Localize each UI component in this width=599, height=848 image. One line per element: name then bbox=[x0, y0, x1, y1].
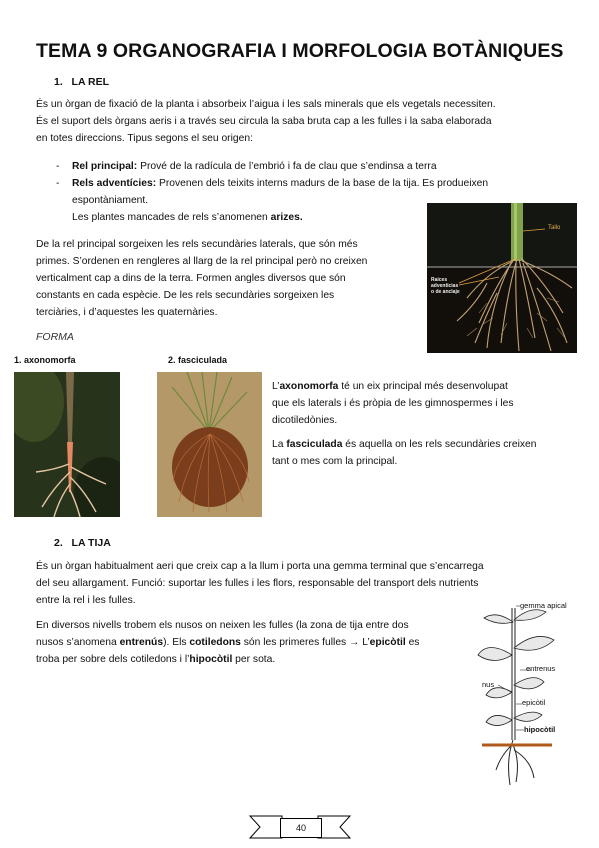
bullet-dash: - bbox=[56, 161, 60, 172]
axonomorfa-photo bbox=[14, 372, 120, 517]
bullet-item bbox=[56, 175, 564, 192]
section-number: 1. bbox=[54, 76, 63, 88]
paragraph-line: tant o mes com la principal. bbox=[272, 456, 398, 467]
intro-line: És el suport dels òrgans aeris i a través seu circula la saba bruta cap a les fulles i la saba elaborada bbox=[36, 116, 492, 127]
bullet-term: Rel principal: bbox=[72, 161, 138, 172]
paragraph-line: que els laterals i és pròpia de les gimnospermes i les bbox=[272, 398, 514, 409]
paragraph-line bbox=[36, 634, 466, 651]
forma-label: FORMA bbox=[36, 331, 74, 343]
paragraph-line: És un òrgan habitualment aeri que creix cap a la llum i porta una gemma terminal que s’encarrega bbox=[36, 561, 484, 572]
section-heading-tija bbox=[54, 537, 111, 549]
term: cotiledons bbox=[189, 637, 241, 648]
term: axonomorfa bbox=[279, 381, 339, 392]
section-title: LA REL bbox=[71, 76, 110, 88]
text-part: L’ bbox=[272, 381, 280, 392]
text-part: té un eix principal més desenvolupat bbox=[338, 381, 508, 392]
paragraph-line: terciàries, i d’aquestes les quaternàries. bbox=[36, 307, 218, 318]
adventitious-roots-photo bbox=[427, 203, 577, 353]
label-nus: nus bbox=[482, 680, 495, 689]
text-part: per sota. bbox=[232, 654, 276, 665]
stem-illustration bbox=[476, 600, 586, 790]
bullet-text-part: Les plantes mancades de rels s’anomenen bbox=[72, 212, 271, 223]
text-part: es bbox=[405, 637, 420, 648]
text-part: troba per sobre dels cotiledons i l’ bbox=[36, 654, 190, 665]
label-line: Raíces bbox=[431, 277, 448, 283]
label-raices bbox=[431, 277, 460, 295]
term: hipocòtil bbox=[189, 654, 233, 665]
nodes-paragraph bbox=[36, 617, 466, 668]
text-part: són les primeres fulles → L’ bbox=[240, 637, 370, 648]
fibrous-root-illustration bbox=[157, 372, 262, 517]
paragraph-line: primes. S’ordenen en rengleres al llarg de la rel principal però no creixen bbox=[36, 256, 368, 267]
label-hipocotil: hipocòtil bbox=[524, 725, 556, 734]
label-epicotil: epicòtil bbox=[522, 698, 546, 707]
paragraph-line: constants en cada espècie. De les rels secundàries sorgeixen les bbox=[36, 290, 335, 301]
text-part: és aquella on les rels secundàries creixen bbox=[342, 439, 537, 450]
fasciculada-photo bbox=[157, 372, 262, 517]
section-heading-rel bbox=[54, 76, 109, 88]
label-entrenus: entrenus bbox=[526, 664, 556, 673]
term: entrenús bbox=[119, 637, 164, 648]
bullet-text: Provenen dels teixits interns madurs de la base de la tija. Es produeixen bbox=[156, 178, 489, 189]
bullet-item bbox=[56, 158, 564, 175]
paragraph-line: entre la rel i les fulles. bbox=[36, 595, 136, 606]
intro-line: És un òrgan de fixació de la planta i absorbeix l’aigua i les sals minerals que els vegetals necessiten. bbox=[36, 99, 496, 110]
paragraph-line: dicotiledònies. bbox=[272, 415, 338, 426]
page-number: 40 bbox=[280, 818, 322, 838]
taproot-illustration bbox=[14, 372, 120, 517]
text-part: ). Els bbox=[163, 637, 190, 648]
intro-line: en totes direccions. Tipus segons el seu origen: bbox=[36, 133, 253, 144]
label-line: o de anclaje bbox=[431, 289, 460, 295]
label-tallo: Tallo bbox=[548, 225, 561, 231]
caption-axonomorfa: 1. axonomorfa bbox=[14, 355, 76, 365]
bullet-text: espontàniament. bbox=[72, 195, 149, 206]
page-title: TEMA 9 ORGANOGRAFIA I MORFOLOGIA BOTÀNIQUES bbox=[36, 40, 564, 62]
intro-paragraph bbox=[36, 96, 564, 147]
bullet-term: Rels adventícies: bbox=[72, 178, 157, 189]
paragraph-line bbox=[36, 651, 466, 668]
paragraph-line: del seu allargament. Funció: suportar les fulles i les flors, responsable del transport dels nutrients bbox=[36, 578, 479, 589]
root-forms-text bbox=[272, 378, 564, 470]
text-part: La bbox=[272, 439, 287, 450]
label-gemma-apical: gemma apical bbox=[520, 601, 567, 610]
stem-diagram bbox=[476, 600, 586, 790]
term: epicòtil bbox=[369, 637, 406, 648]
label-line: adventicias bbox=[431, 283, 459, 289]
section-number: 2. bbox=[54, 537, 63, 549]
bullet-text: Prové de la radícula de l’embrió i fa de clau que s’endinsa a terra bbox=[137, 161, 437, 172]
axonomorfa-line bbox=[272, 378, 564, 395]
term: fasciculada bbox=[286, 439, 343, 450]
paragraph-line: De la rel principal sorgeixen les rels secundàries laterals, que són més bbox=[36, 239, 358, 250]
paragraph-line: verticalment cap a dins de la terra. Formen angles diversos que són bbox=[36, 273, 346, 284]
caption-fasciculada: 2. fasciculada bbox=[168, 355, 228, 365]
text-part: nusos s’anomena bbox=[36, 637, 120, 648]
secondary-roots-paragraph bbox=[36, 236, 418, 321]
section-title: LA TIJA bbox=[71, 537, 111, 549]
fasciculada-line bbox=[272, 436, 564, 453]
bullet-term: arizes. bbox=[270, 212, 303, 223]
paragraph-line: En diversos nivells trobem els nusos on neixen les fulles (la zona de tija entre dos bbox=[36, 620, 409, 631]
bullet-dash: - bbox=[56, 178, 60, 189]
